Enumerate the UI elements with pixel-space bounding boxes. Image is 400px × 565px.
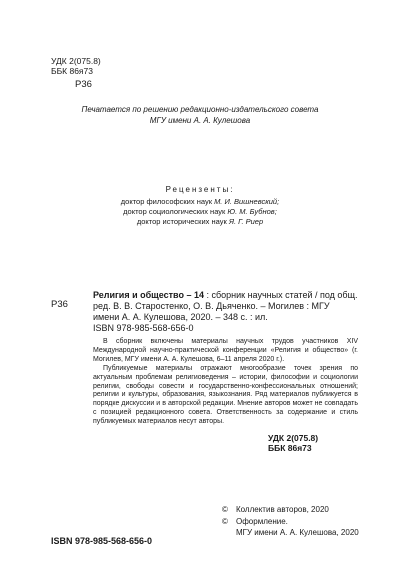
reviewer-1 — [0, 197, 400, 207]
bibliographic-description — [93, 290, 358, 323]
reviewer-2-role: доктор социологических наук — [123, 207, 226, 216]
copyright-line-2 — [222, 517, 288, 527]
copyright-symbol-2: © — [222, 517, 228, 526]
reviewers-heading: Рецензенты: — [165, 185, 235, 194]
abstract-paragraph-1: В сборник включены материалы научных трудов участников XIV Международной научно-практической конференции «Религия и общество» (г. Могилев, МГУ имени А. А. Кулешова, 6–11 апреля 2020 г.). — [93, 338, 358, 363]
book-title: Религия и общество – 14 — [93, 290, 204, 300]
copyright-authors: Коллектив авторов, 2020 — [236, 505, 329, 514]
copyright-symbol: © — [222, 505, 228, 514]
copyright-design: Оформление. — [236, 517, 288, 526]
bbk-code-top: ББК 86я73 — [51, 66, 93, 76]
isbn-bottom: ISBN 978-985-568-656-0 — [51, 536, 153, 546]
isbn-mid: ISBN 978-985-568-656-0 — [93, 323, 194, 333]
bibliographic-details: : сборник научных статей / под общ. ред. В. В. Старостенко, О. В. Дьяченко. – Могилев : МГУ имени А. А. Кулешова, 2020. – 348 с. : ил. — [93, 290, 358, 322]
reviewer-3-role: доктор исторических наук — [136, 217, 227, 226]
copyright-line-1 — [222, 505, 329, 515]
author-sign-top: Р36 — [75, 79, 92, 90]
author-sign-mid: Р36 — [51, 299, 68, 310]
imprint-line-1: Печатается по решению редакционно-издательского совета — [81, 105, 319, 114]
udk-code-top: УДК 2(075.8) — [51, 56, 101, 66]
reviewer-3-name: Я. Г. Риер — [228, 217, 264, 226]
reviewer-1-role: доктор философских наук — [120, 197, 212, 206]
reviewer-3 — [0, 217, 400, 227]
copyright-line-3: МГУ имени А. А. Кулешова, 2020 — [236, 528, 359, 537]
reviewer-2-name: Ю. М. Бубнов; — [227, 207, 277, 216]
reviewer-1-name: М. И. Вишневский; — [214, 197, 280, 206]
reviewer-2 — [0, 207, 400, 217]
abstract-paragraph-2: Публикуемые материалы отражают многообразие точек зрения по актуальным проблемам религиоведения – истории, философии и социологии религии, свободы совести и государственно-конфессиональных отношений; религии и культуры, образования, языкознания. Ряд материалов публикуется в порядке дискуссии и в авторской редакции. Мнение авторов может не совпадать с позицией редакционного совета. Ответственность за содержание и стиль публикуемых материалов несут авторы. — [93, 364, 358, 426]
udk-code-bottom: УДК 2(075.8) — [268, 433, 319, 443]
imprint-line-2: МГУ имени А. А. Кулешова — [149, 116, 251, 125]
bbk-code-bottom: ББК 86я73 — [268, 443, 312, 453]
abstract — [93, 338, 358, 427]
